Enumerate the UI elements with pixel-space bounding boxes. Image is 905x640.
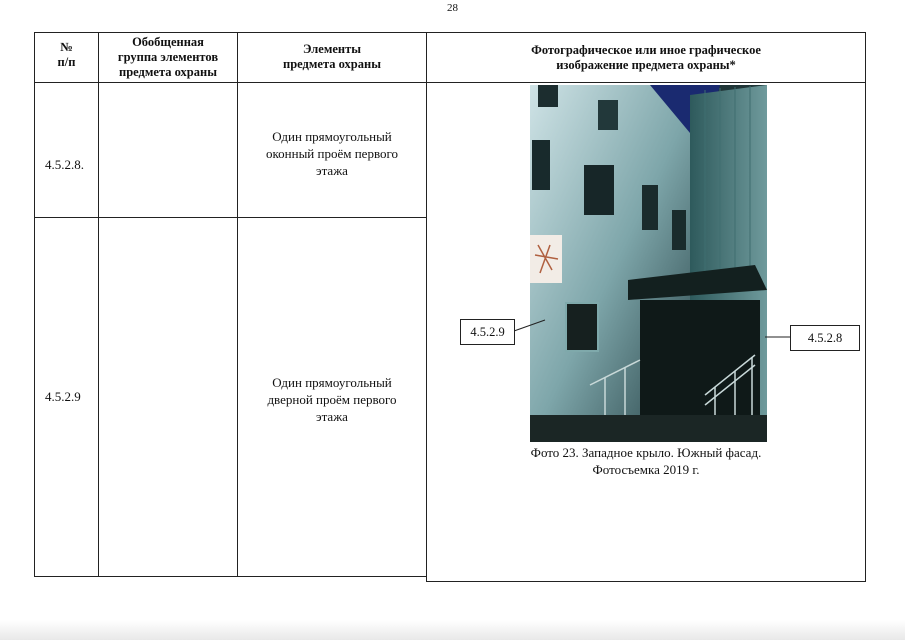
header-elements: Элементы предмета охраны [283,42,381,71]
page-edge-shadow [0,620,905,640]
header-image: Фотографическое или иное графическое изображение предмета охраны* [531,43,761,72]
callout-label-left: 4.5.2.9 [460,319,515,345]
header-group: Обобщенная группа элементов предмета охраны [117,35,219,79]
page-number: 28 [447,2,458,14]
row-element: Один прямоугольный дверной проём первого этажа [267,375,397,424]
row-element: Один прямоугольный оконный проём первого этажа [266,129,398,178]
caption-line-1: Фото 23. Западное крыло. Южный фасад. [530,445,762,460]
row-number: 4.5.2.8. [45,157,84,172]
photo-caption [427,444,865,478]
caption-line-2: Фотосъемка 2019 г. [592,462,700,477]
callout-line-left [514,320,545,331]
row-number: 4.5.2.9 [45,389,81,404]
callout-label-right: 4.5.2.8 [790,325,860,351]
header-number: № п/п [57,40,76,69]
